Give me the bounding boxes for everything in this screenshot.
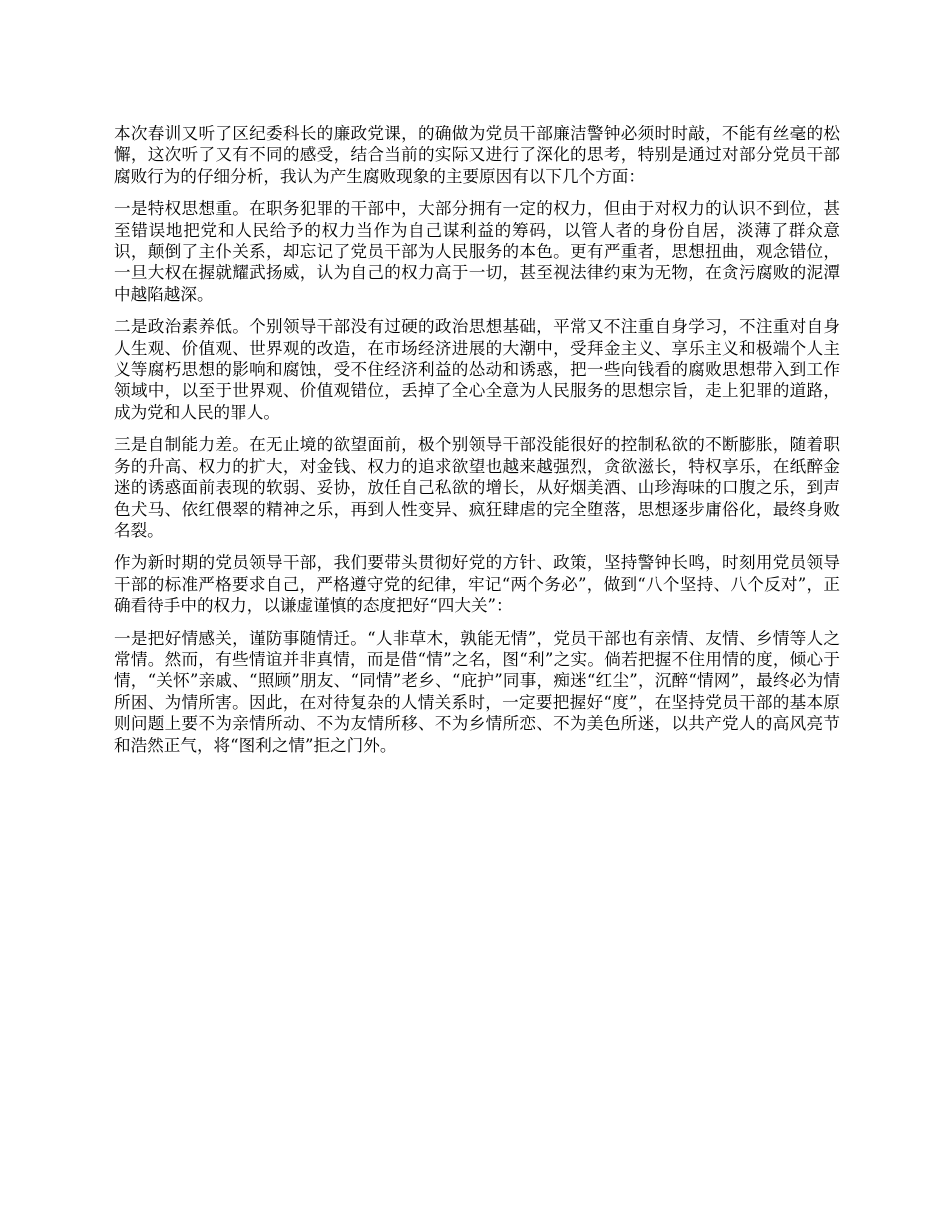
paragraph-emotion-checkpoint: 一是把好情感关，谨防事随情迁。“人非草木，孰能无情”，党员干部也有亲情、友情、乡情等人之常情。然而，有些情谊并非真情，而是借“情”之名，图“利”之实。倘若把握不住用情的度，倾心于情，“关怀”亲戚、“照顾”朋友、“同情”老乡、“庇护”同事，痴迷“红尘”，沉醉“情网”，最终必为情所困、为情所害。因此，在对待复杂的人情关系时，一定要把握好“度”，在坚持党员干部的基本原则问题上要不为亲情所动、不为友情所移、不为乡情所恋、不为美色所迷，以共产党人的高风亮节和浩然正气，将“图利之情”拒之门外。 <box>114 628 840 755</box>
paragraph-self-control: 三是自制能力差。在无止境的欲望面前，极个别领导干部没能很好的控制私欲的不断膨胀，随着职务的升高、权力的扩大，对金钱、权力的追求欲望也越来越强烈，贪欲滋长，特权享乐，在纸醉金迷的诱惑面前表现的软弱、妥协，放任自己私欲的增长，从好烟美酒、山珍海味的口腹之乐，到声色犬马、依红偎翠的精神之乐，再到人性变异、疯狂肆虐的完全堕落，思想逐步庸俗化，最终身败名裂。 <box>114 435 840 540</box>
paragraph-intro: 本次春训又听了区纪委科长的廉政党课，的确做为党员干部廉洁警钟必须时时敲，不能有丝毫的松懈，这次听了又有不同的感受，结合当前的实际又进行了深化的思考，特别是通过对部分党员干部腐败行为的仔细分析，我认为产生腐败现象的主要原因有以下几个方面： <box>114 124 840 186</box>
paragraph-privilege-thinking: 一是特权思想重。在职务犯罪的干部中，大部分拥有一定的权力，但由于对权力的认识不到位，甚至错误地把党和人民给予的权力当作为自己谋利益的筹码，以管人者的身份自居，淡薄了群众意识，颠倒了主仆关系，却忘记了党员干部为人民服务的本色。更有严重者，思想扭曲，观念错位，一旦大权在握就耀武扬威，认为自己的权力高于一切，甚至视法律约束为无物，在贪污腐败的泥潭中越陷越深。 <box>114 199 840 304</box>
paragraph-political-literacy: 二是政治素养低。个别领导干部没有过硬的政治思想基础，平常又不注重自身学习，不注重对自身人生观、价值观、世界观的改造，在市场经济进展的大潮中，受拜金主义、享乐主义和极端个人主义等腐朽思想的影响和腐蚀，受不住经济利益的怂动和诱惑，把一些向钱看的腐败思想带入到工作领域中，以至于世界观、价值观错位，丢掉了全心全意为人民服务的思想宗旨，走上犯罪的道路，成为党和人民的罪人。 <box>114 317 840 422</box>
document-page <box>114 123 840 767</box>
paragraph-new-era-cadres: 作为新时期的党员领导干部，我们要带头贯彻好党的方针、政策，坚持警钟长鸣，时刻用党员领导干部的标准严格要求自己，严格遵守党的纪律，牢记“两个务必”，做到“八个坚持、八个反对”，正确看待手中的权力，以谦虚谨慎的态度把好“四大关”： <box>114 553 840 616</box>
